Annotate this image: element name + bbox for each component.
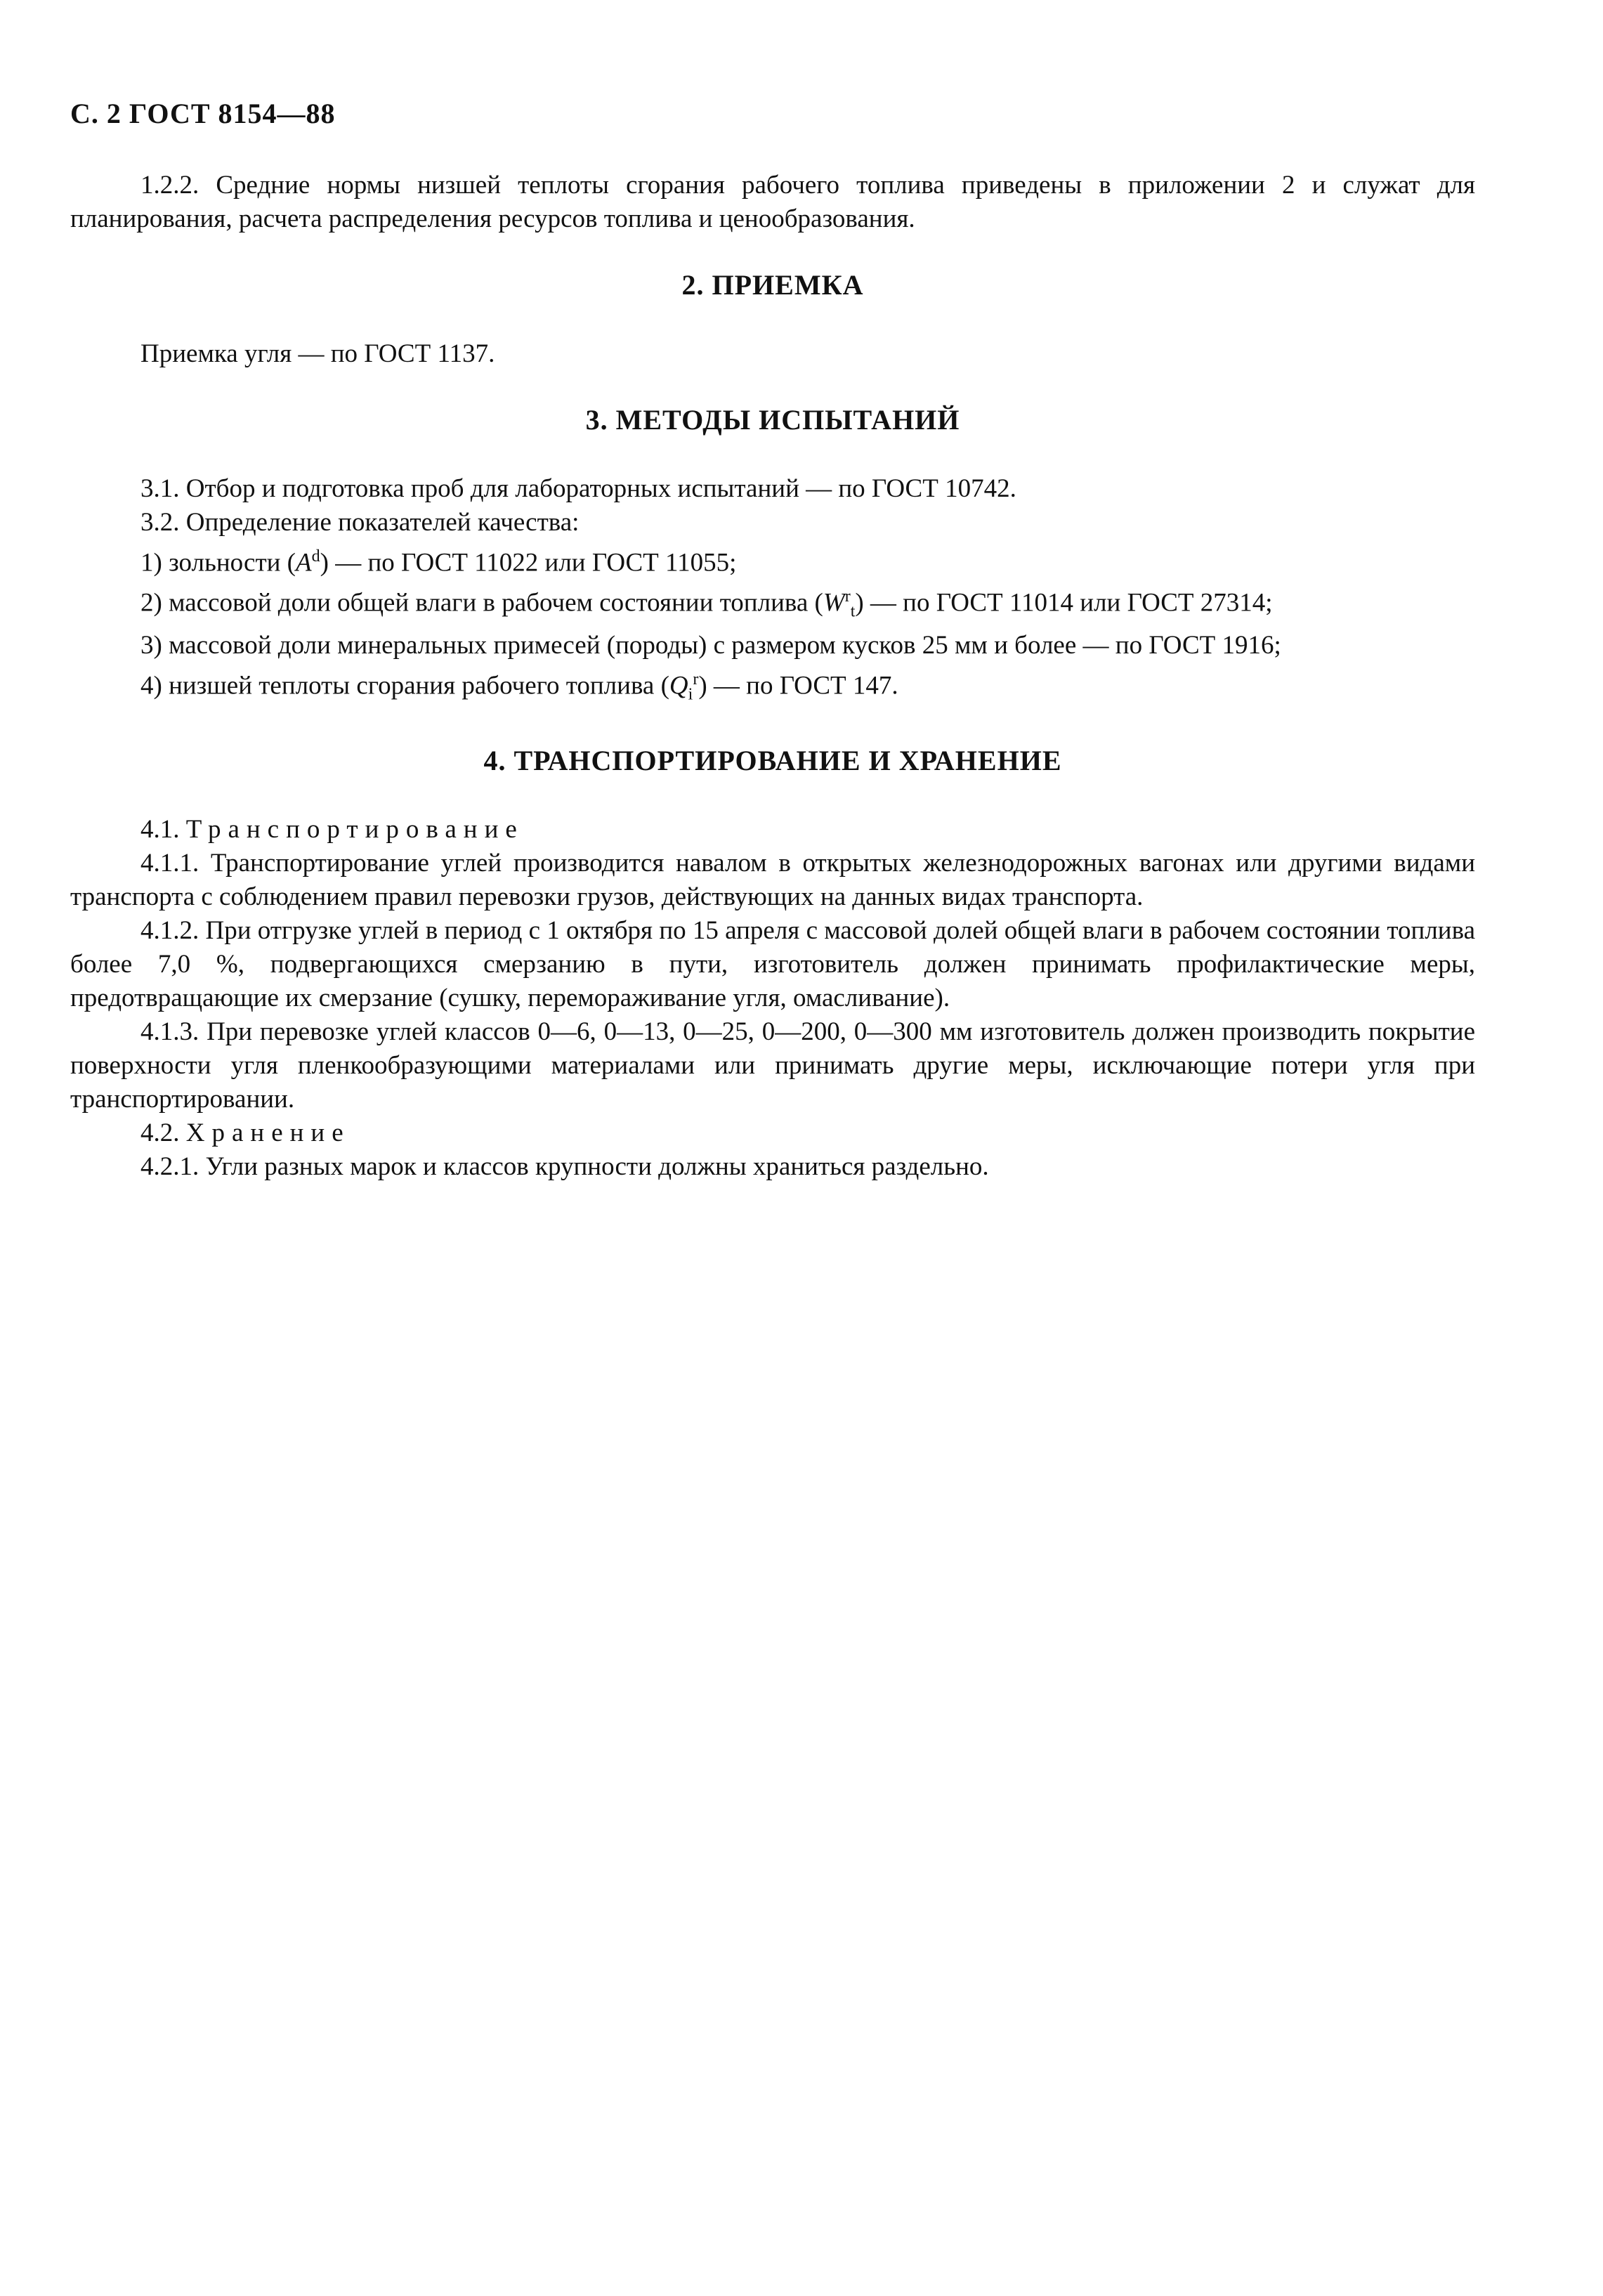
paragraph-1-2-2: 1.2.2. Средние нормы низшей теплоты сгорания рабочего топлива приведены в приложении 2 и служат для планирования, расчета распределения ресурсов топлива и ценообразования. (70, 171, 1475, 233)
symbol-moisture: W (823, 588, 845, 618)
subsection-4-2-number: 4.2. (140, 1118, 180, 1147)
list-item-ash (70, 540, 1475, 580)
page-header: С. 2 ГОСТ 8154—88 (70, 98, 336, 129)
subsection-4-2-heading (70, 1116, 1475, 1150)
list-item-moisture (70, 580, 1475, 629)
paragraph-4-1-1: 4.1.1. Транспортирование углей производится навалом в открытых железнодорожных вагонах или другими видами транспорта с соблюдением правил перевозки грузов, действующих на данных видах транспорта. (70, 848, 1475, 911)
subsection-4-2-title: Хранение (185, 1118, 351, 1147)
list-item-minerals: 3) массовой доли минеральных примесей (породы) с размером кусков 25 мм и более — по ГОСТ 1916; (140, 631, 1281, 660)
list-item-heat-post: ) — по ГОСТ 147. (698, 671, 898, 700)
symbol-ash: A (296, 548, 312, 578)
symbol-moisture-sub: t (850, 603, 856, 622)
section-2-title: 2. ПРИЕМКА (681, 269, 864, 301)
section-3-title: 3. МЕТОДЫ ИСПЫТАНИЙ (585, 404, 960, 436)
list-item-ash-post: ) — по ГОСТ 11022 или ГОСТ 11055; (320, 548, 737, 578)
paragraph-4-1-3: 4.1.3. При перевозке углей классов 0—6, 0—13, 0—25, 0—200, 0—300 мм изготовитель должен производить покрытие поверхности угля пленкообразующими материалами или принимать другие меры, исключающие потери угля при транспортировании. (70, 1017, 1475, 1114)
list-item-moisture-pre: 2) массовой доли общей влаги в рабочем состоянии топлива ( (140, 588, 823, 618)
subsection-4-1-title: Транспортирование (185, 814, 524, 844)
paragraph-3-1: 3.1. Отбор и подготовка проб для лабораторных испытаний — по ГОСТ 10742. (140, 474, 1016, 503)
symbol-heat-sub: i (688, 685, 693, 704)
list-item-ash-pre: 1) зольности ( (140, 548, 296, 578)
subsection-4-1-number: 4.1. (140, 814, 180, 844)
paragraph-4-2-1: 4.2.1. Угли разных марок и классов крупности должны храниться раздельно. (140, 1152, 989, 1181)
list-item-heat-pre: 4) низшей теплоты сгорания рабочего топлива ( (140, 671, 669, 700)
symbol-heat: Q (669, 671, 688, 700)
list-item-heat (70, 663, 1475, 712)
list-item-moisture-post: ) — по ГОСТ 11014 или ГОСТ 27314; (855, 588, 1273, 618)
section-4-title: 4. ТРАНСПОРТИРОВАНИЕ И ХРАНЕНИЕ (483, 744, 1062, 776)
paragraph-4-1-2: 4.1.2. При отгрузке углей в период с 1 октября по 15 апреля с массовой долей общей влаги в рабочем состоянии топлива более 7,0 %, подвергающихся смерзанию в пути, изготовитель должен принимать профилактические меры, предотвращающие их смерзание (сушку, перемораживание угля, омасливание). (70, 915, 1475, 1012)
symbol-ash-sup: d (311, 547, 320, 566)
document-body (70, 169, 1475, 1184)
symbol-heat-sup: r (693, 670, 699, 689)
symbol-moisture-sup: r (844, 587, 851, 606)
subsection-4-1-heading (70, 813, 1475, 847)
section-2-text: Приемка угля — по ГОСТ 1137. (140, 339, 495, 368)
paragraph-3-2: 3.2. Определение показателей качества: (140, 508, 580, 537)
